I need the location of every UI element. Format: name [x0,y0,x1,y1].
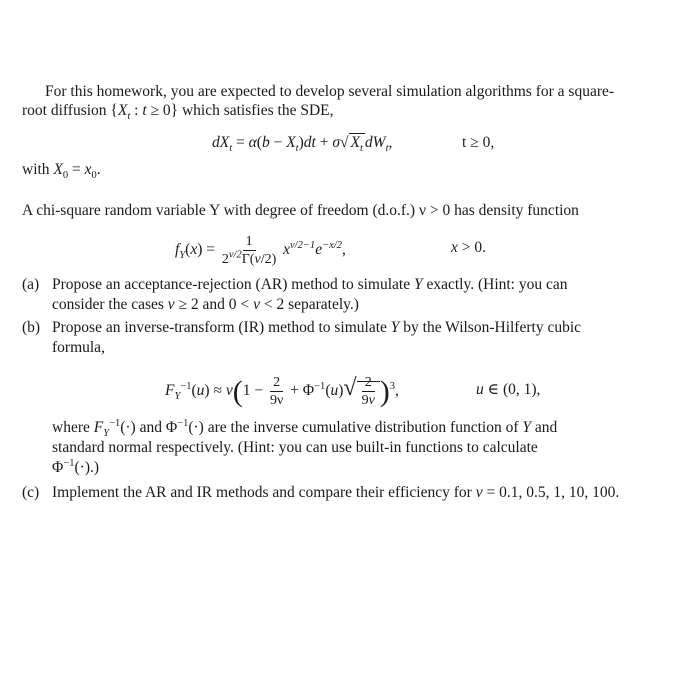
intro-line-1: For this homework, you are expected to develop several simulation algorithms for a square- [45,83,615,100]
part-b-line-3: where $F_Y^{-1}(\cdot)$ and $\Phi^{-1}(\cdot)$ are the inverse cumulative distribution function of Y and [52,417,558,440]
wilson-hilferty-formula: $F_Y^{-1}(u) \approx \nu(1$ − $\frac{2}{9\nu}$ + $\Phi^{-1}(u)√$ $\frac{2}{9\nu}$ )$^3$, [165,375,399,409]
density-condition: x > 0. [451,239,487,256]
density-equation: $f_Y(x)$ = $\frac{1}{2^{\nu/2}\Gamma(\nu/2)}$ $x^{\nu/2-1}e^{-x/2}$, [175,234,346,267]
chi-square-intro: A chi-square random variable Y with degree of freedom (d.o.f.) ν > 0 has density function [22,202,579,219]
part-c-line-1: (c) Implement the AR and IR methods and compare their efficiency for ν = 0.1, 0.5, 1, 10, 100. [22,484,620,501]
initial-condition: with $X_0 = x_0$. [22,161,101,182]
part-b-line-4: standard normal respectively. (Hint: you can use built-in functions to calculate [52,439,538,456]
sde-equation: $dX_t = \alpha(b - X_t)dt + \sigma√$ $X_t$ $dW_t$, [212,134,393,155]
part-b-line-5: $\Phi^{-1}(\cdot)$.) [52,457,100,476]
part-a-line-1: (a) Propose an acceptance-rejection (AR) method to simulate Y exactly. (Hint: you can [22,276,568,293]
sde-condition: t ≥ 0, [462,134,495,151]
part-a-line-2: consider the cases ν ≥ 2 and 0 < ν < 2 separately.) [52,296,359,313]
part-b-line-1: (b) Propose an inverse-transform (IR) method to simulate Y by the Wilson-Hilferty cubic [22,319,582,336]
wh-condition: u ∈ (0, 1), [476,381,541,398]
intro-line-2: root diffusion {$X_t$ : t ≥ 0} which satisfies the SDE, [22,102,334,123]
part-b-line-2: formula, [52,339,105,356]
density-fraction: $\frac{1}{2^{\nu/2}\Gamma(\nu/2)}$ [221,234,277,267]
wh-fraction: $\frac{2}{9\nu}$ [269,375,284,408]
